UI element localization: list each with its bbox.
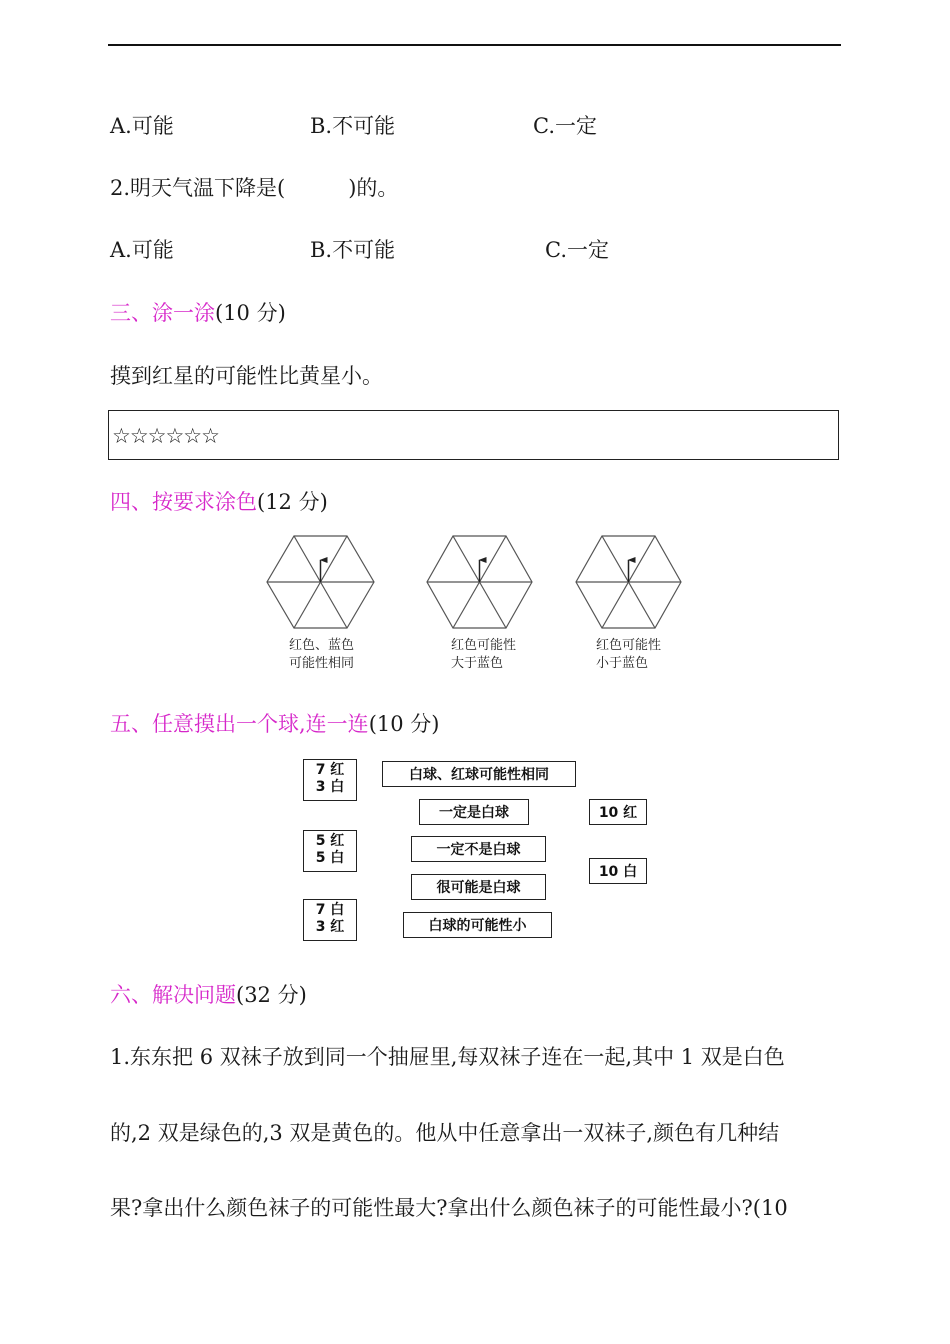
right-box-1[interactable]: 10 红	[589, 799, 647, 825]
section3-score: (10 分)	[215, 301, 286, 325]
section6-line-2: 的,2 双是绿色的,3 双是黄色的。他从中任意拿出一双袜子,颜色有几种结	[110, 1121, 780, 1145]
left-box-1-line2: 3 白	[315, 779, 345, 795]
q1-option-a: A.可能	[110, 114, 174, 138]
q2-option-c: C.一定	[545, 238, 609, 262]
section4-title: 四、按要求涂色	[110, 490, 257, 514]
q2-option-a: A.可能	[110, 238, 174, 262]
section5-heading	[110, 711, 439, 737]
spinner-3-label	[596, 637, 661, 673]
section6-line-1: 1.东东把 6 双袜子放到同一个抽屉里,每双袜子连在一起,其中 1 双是白色	[110, 1045, 785, 1069]
q2-question: 2.明天气温下降是( )的。	[110, 176, 399, 200]
middle-box-1[interactable]: 白球、红球可能性相同	[382, 761, 576, 787]
spinner-1-label-line1: 红色、蓝色	[289, 638, 355, 653]
middle-box-3[interactable]: 一定不是白球	[411, 836, 546, 862]
left-box-1[interactable]	[303, 759, 357, 801]
spinner-2-label-line2: 大于蓝色	[451, 656, 504, 671]
left-box-1-line1: 7 红	[315, 762, 345, 778]
middle-box-5[interactable]: 白球的可能性小	[403, 912, 552, 938]
left-box-3-line1: 7 白	[315, 902, 345, 918]
section5-score: (10 分)	[368, 712, 440, 736]
spinner-1-label	[289, 637, 354, 673]
left-box-2-line1: 5 红	[315, 833, 345, 849]
spinner-2-label-line1: 红色可能性	[451, 638, 517, 653]
section3-title: 三、涂一涂	[110, 301, 215, 325]
section6-title: 六、解决问题	[110, 983, 236, 1007]
spinner-3-label-line1: 红色可能性	[596, 638, 662, 653]
left-box-2-line2: 5 白	[315, 850, 345, 866]
q2-option-b: B.不可能	[310, 238, 396, 262]
spinner-3-label-line2: 小于蓝色	[596, 656, 649, 671]
star-row: ☆☆☆☆☆☆	[112, 424, 219, 448]
section6-line-3: 果?拿出什么颜色袜子的可能性最大?拿出什么颜色袜子的可能性最小?(10	[110, 1196, 788, 1220]
left-box-3-line2: 3 红	[315, 919, 345, 935]
spinner-3	[576, 536, 681, 628]
left-box-3[interactable]	[303, 899, 357, 941]
spinner-1	[267, 536, 374, 628]
section6-score: (32 分)	[236, 983, 307, 1007]
spinner-figures	[0, 0, 950, 640]
middle-box-2[interactable]: 一定是白球	[419, 799, 529, 825]
section4-score: (12 分)	[257, 490, 328, 514]
middle-box-4[interactable]: 很可能是白球	[411, 874, 546, 900]
q1-option-b: B.不可能	[310, 114, 396, 138]
section6-heading	[110, 982, 307, 1008]
section5-title: 五、任意摸出一个球,连一连	[110, 712, 369, 736]
section3-instruction: 摸到红星的可能性比黄星小。	[110, 364, 383, 388]
spinner-1-label-line2: 可能性相同	[289, 656, 355, 671]
spinner-2-label	[451, 637, 516, 673]
left-box-2[interactable]	[303, 830, 357, 872]
q1-option-c: C.一定	[533, 114, 597, 138]
spinner-2	[427, 536, 532, 628]
right-box-2[interactable]: 10 白	[589, 858, 647, 884]
